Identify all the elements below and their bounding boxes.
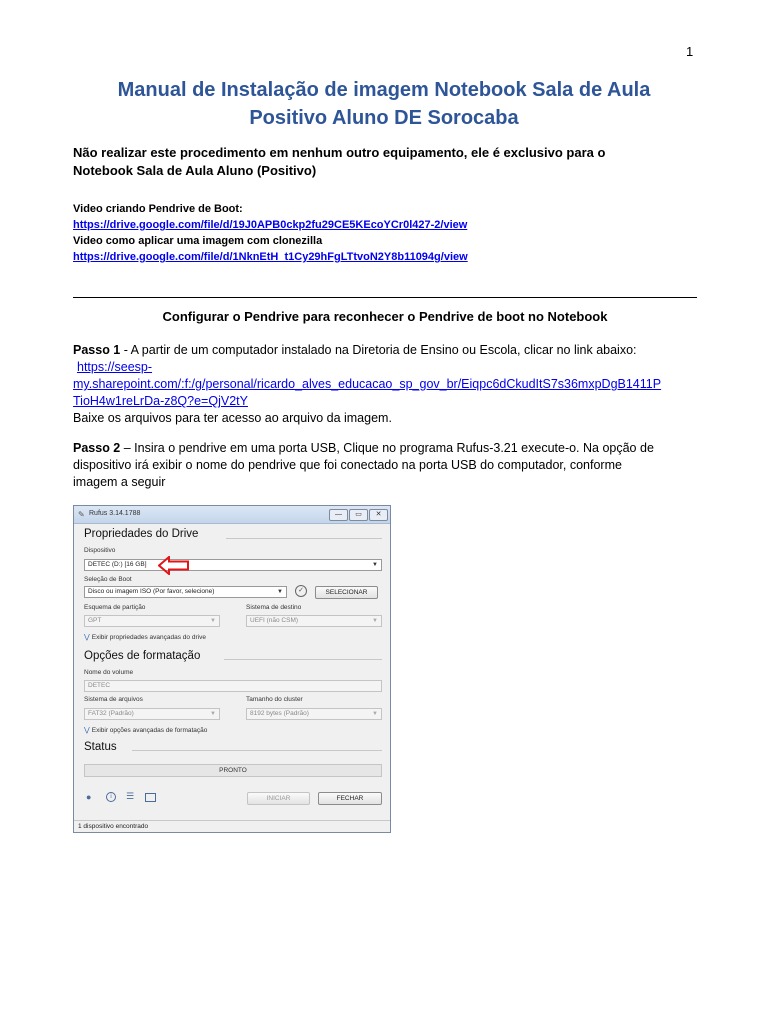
step1-line xyxy=(73,342,697,359)
step2-label: Passo 2 xyxy=(73,441,121,455)
device-value: DETEC (D:) [16 GB] xyxy=(88,561,147,568)
partition-scheme-value: GPT xyxy=(88,617,102,624)
page-title xyxy=(40,76,728,132)
rufus-titlebar xyxy=(74,506,390,524)
info-icon[interactable]: i xyxy=(106,792,116,802)
section-title: Configurar o Pendrive para reconhecer o Pendrive de boot no Notebook xyxy=(162,309,608,324)
settings-icon[interactable]: ☰ xyxy=(126,791,135,801)
start-button[interactable]: INICIAR xyxy=(247,792,310,805)
globe-icon[interactable]: ● xyxy=(86,792,92,802)
chevron-down-icon: ▼ xyxy=(372,618,378,624)
file-system-label: Sistema de arquivos xyxy=(84,696,143,703)
log-icon[interactable] xyxy=(145,793,156,802)
partition-scheme-select[interactable] xyxy=(84,615,220,627)
step-1 xyxy=(73,342,697,427)
status-progress-bar: PRONTO xyxy=(84,764,382,777)
video-links xyxy=(73,201,693,265)
warning-line-1: Não realizar este procedimento em nenhum outro equipamento, ele é exclusivo para o xyxy=(73,145,606,160)
volume-name-value: DETEC xyxy=(88,682,111,689)
file-system-value: FAT32 (Padrão) xyxy=(88,710,134,717)
device-label: Dispositivo xyxy=(84,547,116,554)
chevron-down-icon: ▼ xyxy=(210,711,216,717)
title-line-1: Manual de Instalação de imagem Notebook Sala de Aula xyxy=(117,79,651,101)
device-select[interactable] xyxy=(84,559,382,571)
drive-properties-heading: Propriedades do Drive xyxy=(84,528,199,540)
divider xyxy=(132,750,382,751)
warning-text xyxy=(73,144,683,180)
step2-line-2: dispositivo irá exibir o nome do pendrive que foi conectado na porta USB do computador, conforme xyxy=(73,458,622,472)
chevron-down-icon: ⋁ xyxy=(84,727,90,734)
video1-label: Video criando Pendrive de Boot: xyxy=(73,203,243,215)
boot-selection-label: Seleção de Boot xyxy=(84,576,132,583)
cluster-size-value: 8192 bytes (Padrão) xyxy=(250,710,309,717)
advanced-drive-label: Exibir propriedades avançadas do drive xyxy=(91,634,206,641)
warning-line-2: Notebook Sala de Aula Aluno (Positivo) xyxy=(73,163,317,178)
rufus-window-title: Rufus 3.14.1788 xyxy=(89,510,141,517)
advanced-format-toggle[interactable] xyxy=(84,726,207,734)
step2-line-1 xyxy=(73,440,697,457)
volume-name-label: Nome do volume xyxy=(84,669,134,676)
file-system-select[interactable] xyxy=(84,708,220,720)
select-button[interactable]: SELECIONAR xyxy=(315,586,378,599)
video2-link[interactable]: https://drive.google.com/file/d/1NknEtH_t1Cy29hFgLTtvoN2Y8b11094g/view xyxy=(73,251,468,263)
red-arrow-icon xyxy=(158,556,190,575)
boot-selection-value: Disco ou imagem ISO (Por favor, selecione) xyxy=(88,588,215,595)
volume-name-input[interactable] xyxy=(84,680,382,692)
video1-link[interactable]: https://drive.google.com/file/d/19J0APB0ckp2fu29CE5KEcoYCr0l427-2/view xyxy=(73,219,468,231)
minimize-button[interactable]: — xyxy=(329,509,348,521)
divider xyxy=(226,538,382,539)
rufus-window xyxy=(73,505,391,833)
chevron-down-icon: ▼ xyxy=(277,589,283,595)
chevron-down-icon: ▼ xyxy=(372,711,378,717)
close-app-button[interactable]: FECHAR xyxy=(318,792,382,805)
horizontal-rule xyxy=(73,297,697,298)
sharepoint-link-line-3[interactable]: TioH4w1reLrDa-z8Q?e=QjV2tY xyxy=(73,394,248,408)
sharepoint-link-line-2[interactable]: my.sharepoint.com/:f:/g/personal/ricardo_alves_educacao_sp_gov_br/Eiqpc6dCkudItS7s36mxpDgB1411P xyxy=(73,377,662,391)
cluster-size-select[interactable] xyxy=(246,708,382,720)
partition-scheme-label: Esquema de partição xyxy=(84,604,146,611)
title-line-2: Positivo Aluno DE Sorocaba xyxy=(249,107,519,129)
step-2 xyxy=(73,440,697,491)
format-options-heading: Opções de formatação xyxy=(84,650,201,662)
cluster-size-label: Tamanho do cluster xyxy=(246,696,303,703)
target-system-select[interactable] xyxy=(246,615,382,627)
close-button[interactable]: ✕ xyxy=(369,509,388,521)
step1-after: Baixe os arquivos para ter acesso ao arquivo da imagem. xyxy=(73,411,392,425)
chevron-down-icon: ▼ xyxy=(372,562,378,568)
rufus-statusbar: 1 dispositivo encontrado xyxy=(74,820,390,832)
step1-text: - A partir de um computador instalado na Diretoria de Ensino ou Escola, clicar no link abaixo: xyxy=(120,343,637,357)
target-system-value: UEFI (não CSM) xyxy=(250,617,299,624)
sharepoint-link-line-1[interactable]: https://seesp- xyxy=(77,360,153,374)
usb-drive-icon: ✎ xyxy=(78,510,85,519)
step2-line-3: imagem a seguir xyxy=(73,475,166,489)
step1-label: Passo 1 xyxy=(73,343,121,357)
video2-label: Video como aplicar uma imagem com clonezilla xyxy=(73,235,323,247)
step2-text: – Insira o pendrive em uma porta USB, Clique no programa Rufus-3.21 execute-o. Na opção de xyxy=(120,441,654,455)
advanced-format-label: Exibir opções avançadas de formatação xyxy=(91,727,208,734)
status-heading: Status xyxy=(84,741,117,753)
chevron-down-icon: ⋁ xyxy=(84,634,90,641)
divider xyxy=(224,659,382,660)
chevron-down-icon: ▼ xyxy=(210,618,216,624)
maximize-button[interactable]: ▭ xyxy=(349,509,368,521)
boot-selection-select[interactable] xyxy=(84,586,287,598)
page-number: 1 xyxy=(686,44,694,59)
target-system-label: Sistema de destino xyxy=(246,604,302,611)
advanced-drive-toggle[interactable] xyxy=(84,633,206,641)
check-circle-icon[interactable]: ✓ xyxy=(295,585,307,597)
